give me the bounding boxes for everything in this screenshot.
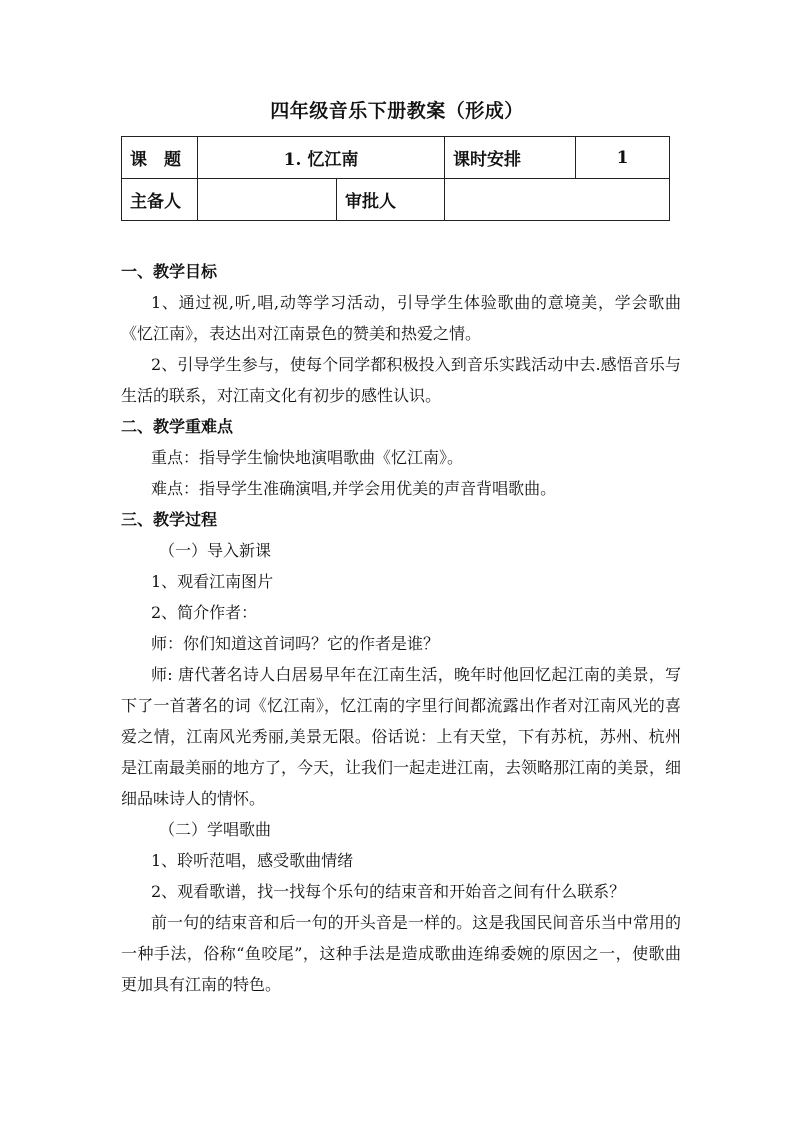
schedule-value: 1 xyxy=(576,137,670,179)
lesson-content xyxy=(121,256,681,1000)
lesson-info-table xyxy=(121,136,670,221)
topic-value: 1. 忆江南 xyxy=(198,137,445,179)
paragraph: 1、聆听范唱，感受歌曲情绪 xyxy=(151,851,354,870)
schedule-label: 课时安排 xyxy=(445,137,576,179)
paragraph: 师: 唐代著名诗人白居易早年在江南生活，晚年时他回忆起江南的美景，写下了一首著名的词《忆江南》，忆江南的字里行间都流露出作者对江南风光的喜爱之情，江南风光秀丽,美景无限。俗话说：上有天堂，下有苏杭，苏州、杭州是江南最美丽的地方了，今天，让我们一起走进江南，去领略那江南的美景，细细品味诗人的情怀。 xyxy=(121,665,682,808)
paragraph: 1、通过视,听,唱,动等学习活动，引导学生体验歌曲的意境美，学会歌曲《忆江南》，表达出对江南景色的赞美和热爱之情。 xyxy=(121,293,681,343)
approver-value xyxy=(445,179,670,221)
paragraph: 2、简介作者： xyxy=(151,603,258,622)
paragraph: 重点：指导学生愉快地演唱歌曲《忆江南》。 xyxy=(151,448,464,467)
paragraph: 1、观看江南图片 xyxy=(151,572,274,591)
paragraph: 难点：指导学生准确演唱,并学会用优美的声音背唱歌曲。 xyxy=(151,479,557,498)
paragraph: 2、观看歌谱，找一找每个乐句的结束音和开始音之间有什么联系？ xyxy=(151,882,626,901)
preparer-value xyxy=(198,179,337,221)
section-heading: 一、教学目标 xyxy=(121,262,218,281)
table-row xyxy=(122,179,670,221)
preparer-label: 主备人 xyxy=(122,179,198,221)
paragraph: 师：你们知道这首词吗？它的作者是谁？ xyxy=(151,634,440,653)
section-heading: 三、教学过程 xyxy=(121,510,218,529)
topic-label: 课 题 xyxy=(122,137,198,179)
approver-label: 审批人 xyxy=(337,179,445,221)
subsection-heading: （二）学唱歌曲 xyxy=(159,820,272,839)
subsection-heading: （一）导入新课 xyxy=(159,541,272,560)
section-heading: 二、教学重难点 xyxy=(121,417,234,436)
paragraph: 前一句的结束音和后一句的开头音是一样的。这是我国民间音乐当中常用的一种手法，俗称“鱼咬尾”，这种手法是造成歌曲连绵委婉的原因之一，使歌曲更加具有江南的特色。 xyxy=(121,913,681,994)
paragraph: 2、引导学生参与，使每个同学都积极投入到音乐实践活动中去.感悟音乐与生活的联系，对江南文化有初步的感性认识。 xyxy=(121,355,681,405)
table-row xyxy=(122,137,670,179)
document-title: 四年级音乐下册教案（形成） xyxy=(270,100,524,122)
